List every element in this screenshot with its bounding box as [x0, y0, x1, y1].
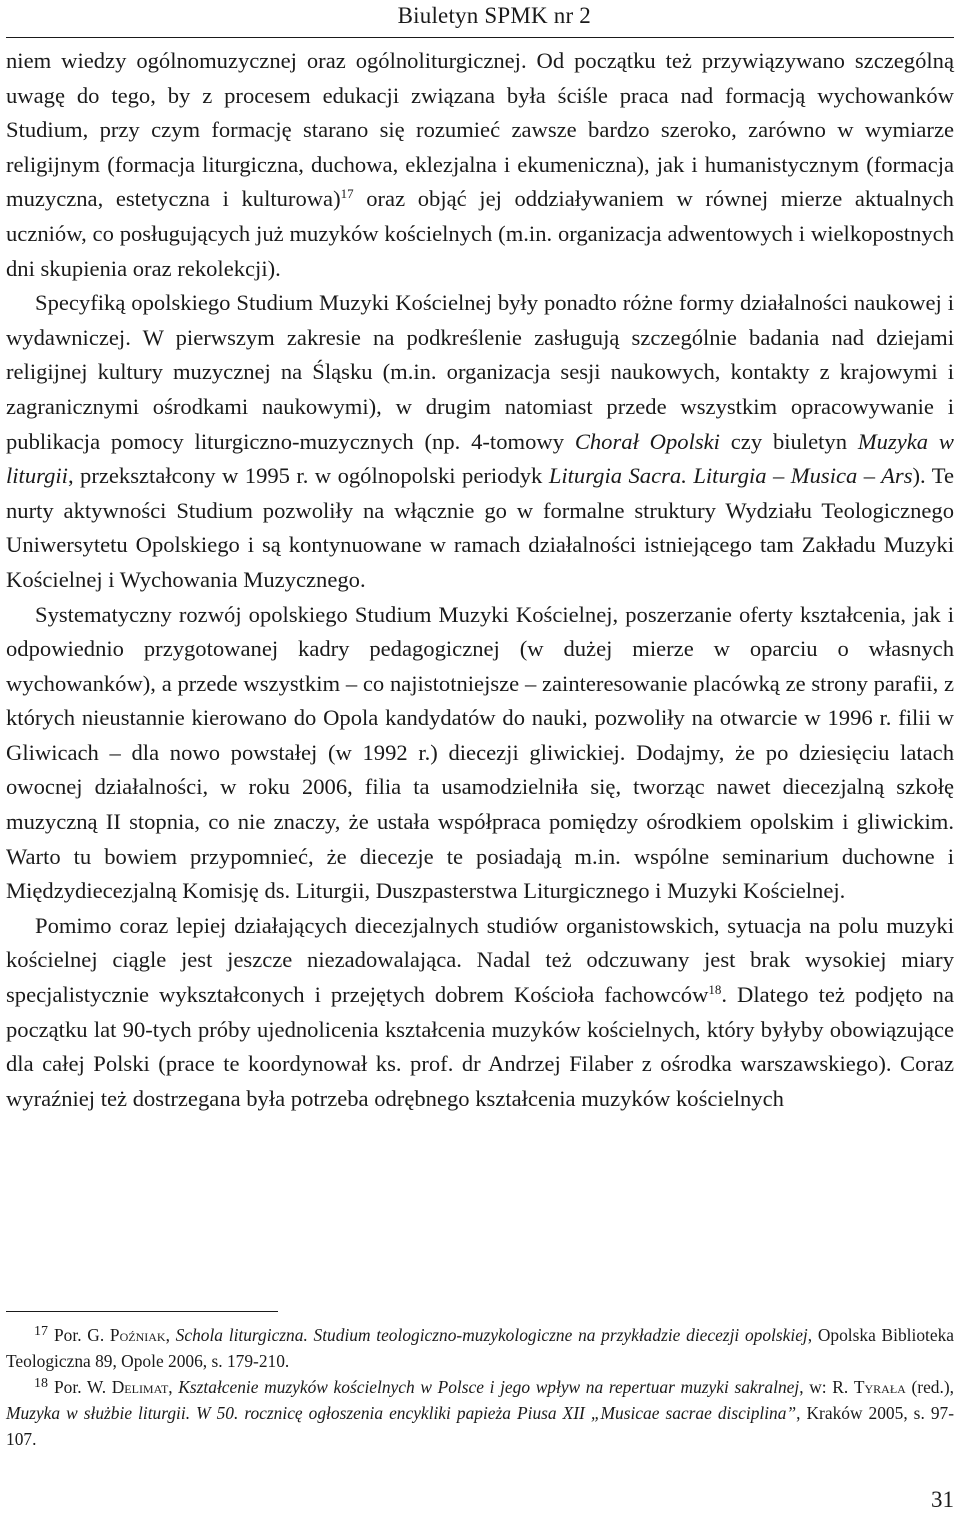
footnotes [6, 1322, 954, 1452]
text-run: , [168, 1377, 179, 1397]
title-italic: Muzyka w liturgii [6, 428, 954, 489]
title-italic: Chorał Opolski [574, 428, 720, 454]
footnote-number: 17 [34, 1324, 48, 1339]
footnote-rule [6, 1311, 278, 1312]
text-run: . Dlatego też podjęto na początku lat 90-tych próby ujednolicenia kształcenia muzyków kościelnych, który byłyby obowiązujące dla całej Polski (prace te koordynował ks. prof. dr Andrzej Filaber z ośrodka warszawskiego). Coraz wyraźniej też dostrzegana była potrzeba odrębnego kształcenia muzyków kościelnych [6, 982, 954, 1111]
text-run: Por. W. [54, 1377, 112, 1397]
text-run: ). Te nurty aktywności Studium pozwoliły na włącznie go w formalne struktury Wydziału Teologicznego Uniwersytetu Opolskiego i są kontynuowane w ramach działalności istniejącego tam Zakładu Muzyki Kościelnej i Wychowania Muzycznego. [6, 463, 954, 592]
text-run: , Kraków 2005, s. 97-107. [6, 1403, 955, 1449]
footnote-18 [6, 1374, 954, 1452]
paragraph-4 [6, 909, 954, 1117]
editor-name: Tyrała [853, 1377, 906, 1397]
footnote-17 [6, 1322, 954, 1374]
running-header: Biuletyn SPMK nr 2 [397, 3, 591, 28]
title-italic: Kształcenie muzyków kościelnych w Polsce i jego wpływ na repertuar muzyki sakralnej [178, 1377, 800, 1397]
paragraph-1 [6, 44, 954, 286]
footnote-ref-18[interactable]: 18 [708, 982, 722, 998]
paragraph-3: Systematyczny rozwój opolskiego Studium Muzyki Kościelnej, poszerzanie oferty kształcenia, jak i odpowiednio przygotowanej kadry pedagogicznej (w dużej mierze w oparciu o własnych wychowanków), a przede wszystkim – co najistotniejsze – zainteresowanie placówką ze strony parafii, z których nieustannie kierowano do Opola kandydatów do nauki, pozwoliły na otwarcie w 1996 r. filii w Gliwicach – dla nowo powstałej (w 1992 r.) diecezji gliwickiej. Dodajmy, że po dziesięciu latach owocnej działalności, w roku 2006, filia ta usamodzielniła się, tworząc nawet diecezjalną szkołę muzyczną II stopnia, co nie znaczy, że ustała współpraca pomiędzy ośrodkiem opolskim i gliwickim. Warto tu bowiem przypomnieć, że diecezje te posiadają m.in. wspólne seminarium duchowne i Międzydiecezjalną Komisję ds. Liturgii, Duszpasterstwa Liturgicznego i Muzyki Kościelnej. [6, 601, 954, 904]
footnote-number: 18 [34, 1376, 48, 1391]
text-run: , przekształcony w 1995 r. w ogólnopolski periodyk [67, 463, 549, 489]
footnote-ref-17[interactable]: 17 [340, 186, 354, 202]
main-text [6, 44, 954, 1116]
author-name: Poźniak [109, 1325, 166, 1345]
text-run: oraz objąć jej oddziaływaniem w równej mierze aktualnych uczniów, co posługujących już muzyków kościelnych (m.in. organizacja adwentowych i wielkopostnych dni skupienia oraz rekolekcji). [6, 186, 954, 281]
text-run: , w: R. [799, 1377, 854, 1397]
text-run: niem wiedzy ogólnomuzycznej oraz ogólnoliturgicznej. Od początku też przywiązywano szczególną uwagę do tego, by z procesem edukacji związana była ściśle praca nad formacją wychowanków Studium, przy czym formację starano się rozumieć zawsze bardzo szeroko, zarówno w wymiarze religijnym (formacja liturgiczna, duchowa, eklezjalna i ekumeniczna), jak i humanistycznym (formacja muzyczna, estetyczna i kulturowa) [6, 48, 954, 212]
title-italic: Liturgia Sacra. Liturgia – Musica – Ars [548, 463, 913, 489]
text-run: , Opolska Biblioteka Teologiczna 89, Opole 2006, s. 179-210. [6, 1325, 954, 1371]
page-number: 31 [931, 1487, 954, 1512]
paragraph-2 [6, 286, 954, 597]
title-italic: Schola liturgiczna. Studium teologiczno-muzykologiczne na przykładzie diecezji opolskiej [175, 1325, 808, 1345]
title-italic: Muzyka w służbie liturgii. W 50. rocznicę ogłoszenia encykliki papieża Piusa XII „Musicae sacrae disciplina” [6, 1403, 797, 1423]
text-run: Specyfiką opolskiego Studium Muzyki Kościelnej były ponadto różne formy działalności naukowej i wydawniczej. W pierwszym zakresie na podkreślenie zasługują szczególnie badania nad dziejami religijnej kultury muzycznej na Śląsku (m.in. organizacja sesji naukowych, kontakty z krajowymi i zagranicznymi ośrodkami naukowymi), w drugim natomiast przede wszystkim opracowywanie i publikacja pomocy liturgiczno-muzycznych (np. 4-tomowy [6, 290, 954, 454]
text-run: Pomimo coraz lepiej działających diecezjalnych studiów organistowskich, sytuacja na polu muzyki kościelnej ciągle jest jeszcze niezadowalająca. Nadal też odczuwany jest brak wysokiej miary specjalistycznie wykształconych i przejętych dobrem Kościoła fachowców [6, 912, 954, 1008]
text-run: (red.), [905, 1377, 954, 1397]
text-run: Por. G. [54, 1325, 110, 1345]
text-run: czy biuletyn [719, 428, 858, 454]
header-rule [6, 37, 954, 38]
author-name: Delimat [111, 1377, 169, 1397]
text-run: , [165, 1325, 176, 1345]
